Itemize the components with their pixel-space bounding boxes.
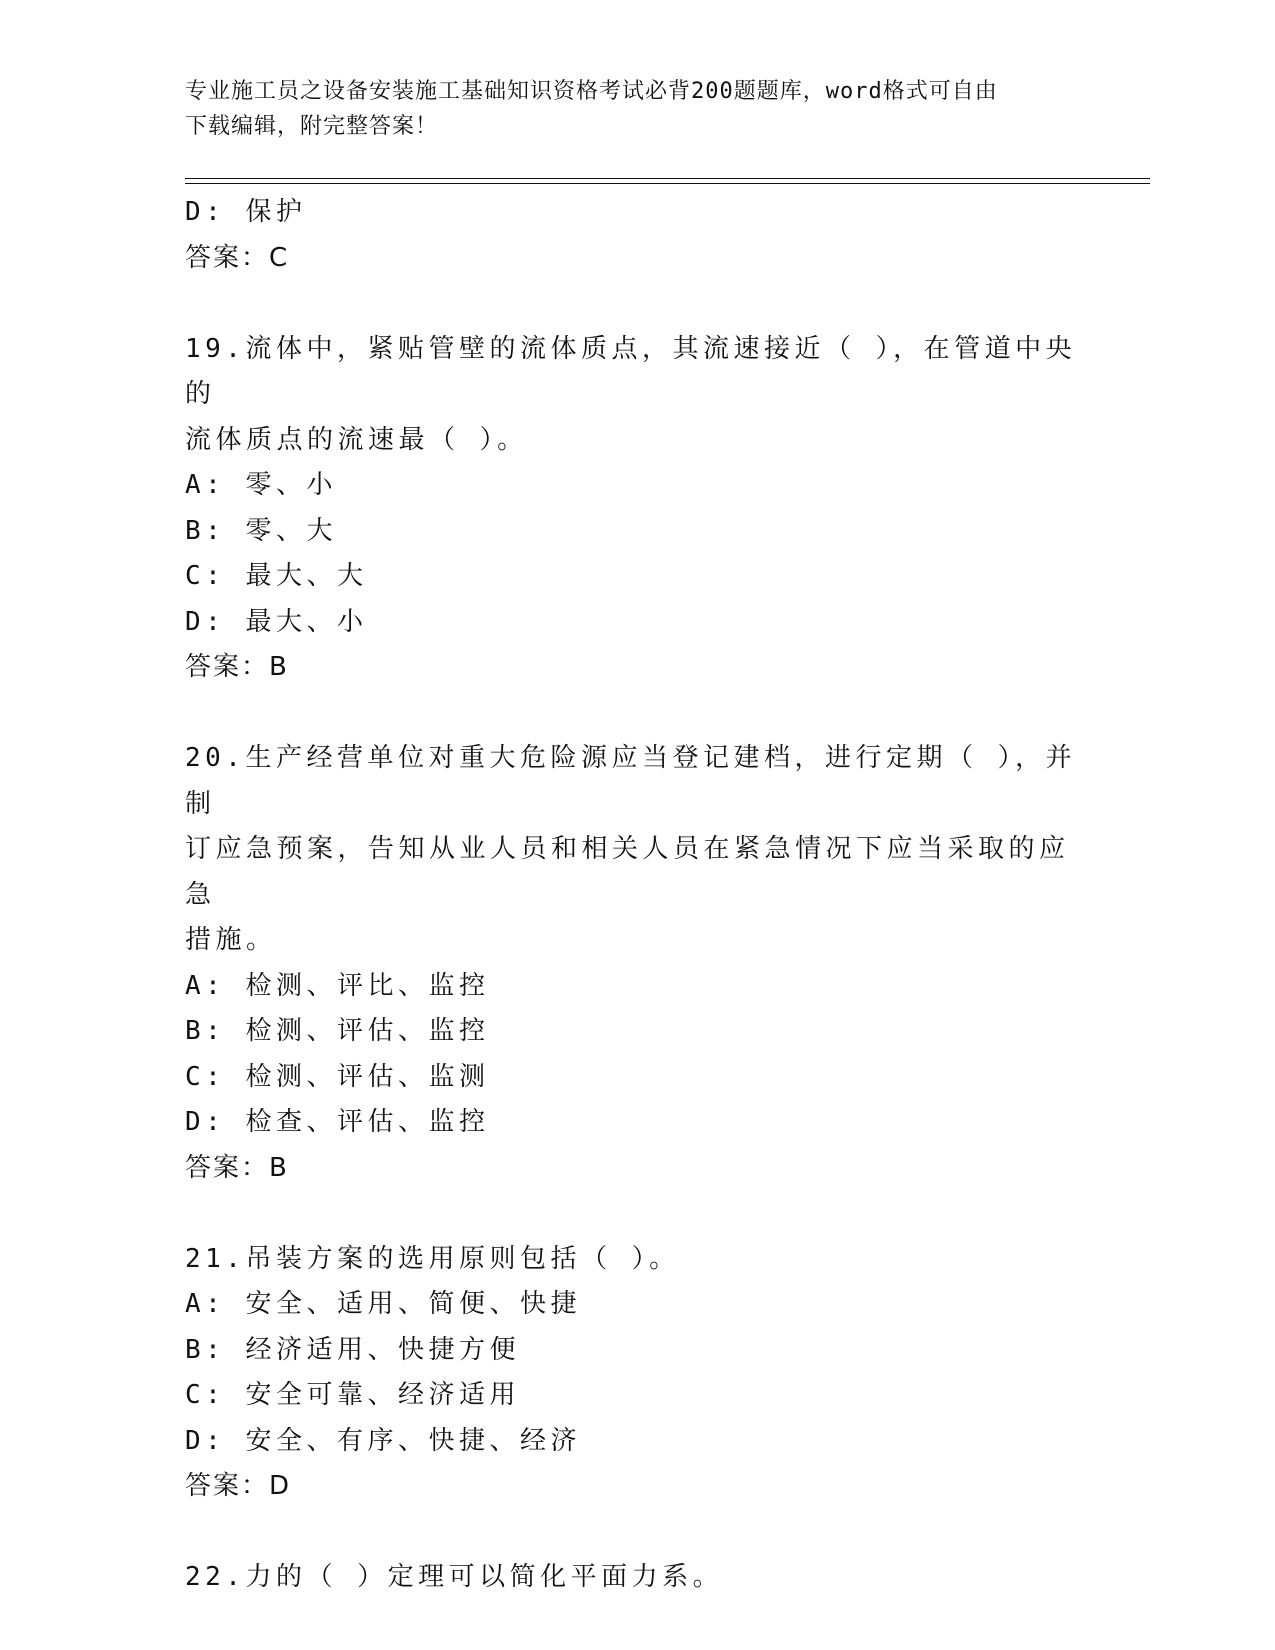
option-d: D: 安全、有序、快捷、经济 [185,1425,581,1456]
question-21 [185,1237,1085,1510]
question-stem: 20.生产经营单位对重大危险源应当登记建档，进行定期（ ），并制 [185,743,1077,819]
header-line-1: 专业施工员之设备安装施工基础知识资格考试必背200题题库，word格式可自由 [185,79,998,104]
option-a: A: 检测、评比、监控 [185,970,490,1001]
option-d: D: 检查、评估、监控 [185,1107,490,1137]
option-c: C: 检测、评估、监测 [185,1061,490,1092]
question-stem: 19.流体中，紧贴管壁的流体质点，其流速接近（ ），在管道中央的 [185,333,1077,409]
option-b: B: 经济适用、快捷方便 [185,1334,520,1365]
question-stem: 措施。 [185,925,277,955]
question-22 [185,1555,1085,1601]
answer: 答案：B [185,652,289,682]
answer: 答案：C [185,242,290,273]
header-line-2: 下载编辑，附完整答案！ [185,114,439,139]
option-a: A: 零、小 [185,470,337,500]
header-divider-bottom [185,183,1150,184]
option-a: A: 安全、适用、简便、快捷 [185,1289,581,1319]
question-stem: 21.吊装方案的选用原则包括（ ）。 [185,1243,680,1274]
option-d: D: 最大、小 [185,606,368,637]
answer: 答案：B [185,1152,289,1183]
document-header [185,74,1065,144]
option-b: B: 检测、评估、监控 [185,1016,490,1046]
question-20 [185,736,1085,1191]
question-stem: 流体质点的流速最（ ）。 [185,424,528,455]
question-list [185,190,1085,1601]
answer: 答案：D [185,1471,292,1501]
question-stem: 订应急预案，告知从业人员和相关人员在紧急情况下应当采取的应急 [185,834,1070,910]
option-c: C: 最大、大 [185,561,368,591]
question-19 [185,327,1085,691]
question-stem: 22.力的（ ）定理可以简化平面力系。 [185,1562,724,1592]
option-c: C: 安全可靠、经济适用 [185,1380,520,1410]
option-d: D: 保护 [185,197,307,227]
option-b: B: 零、大 [185,515,337,546]
question-18-tail [185,190,1085,281]
header-divider-top [185,178,1150,179]
